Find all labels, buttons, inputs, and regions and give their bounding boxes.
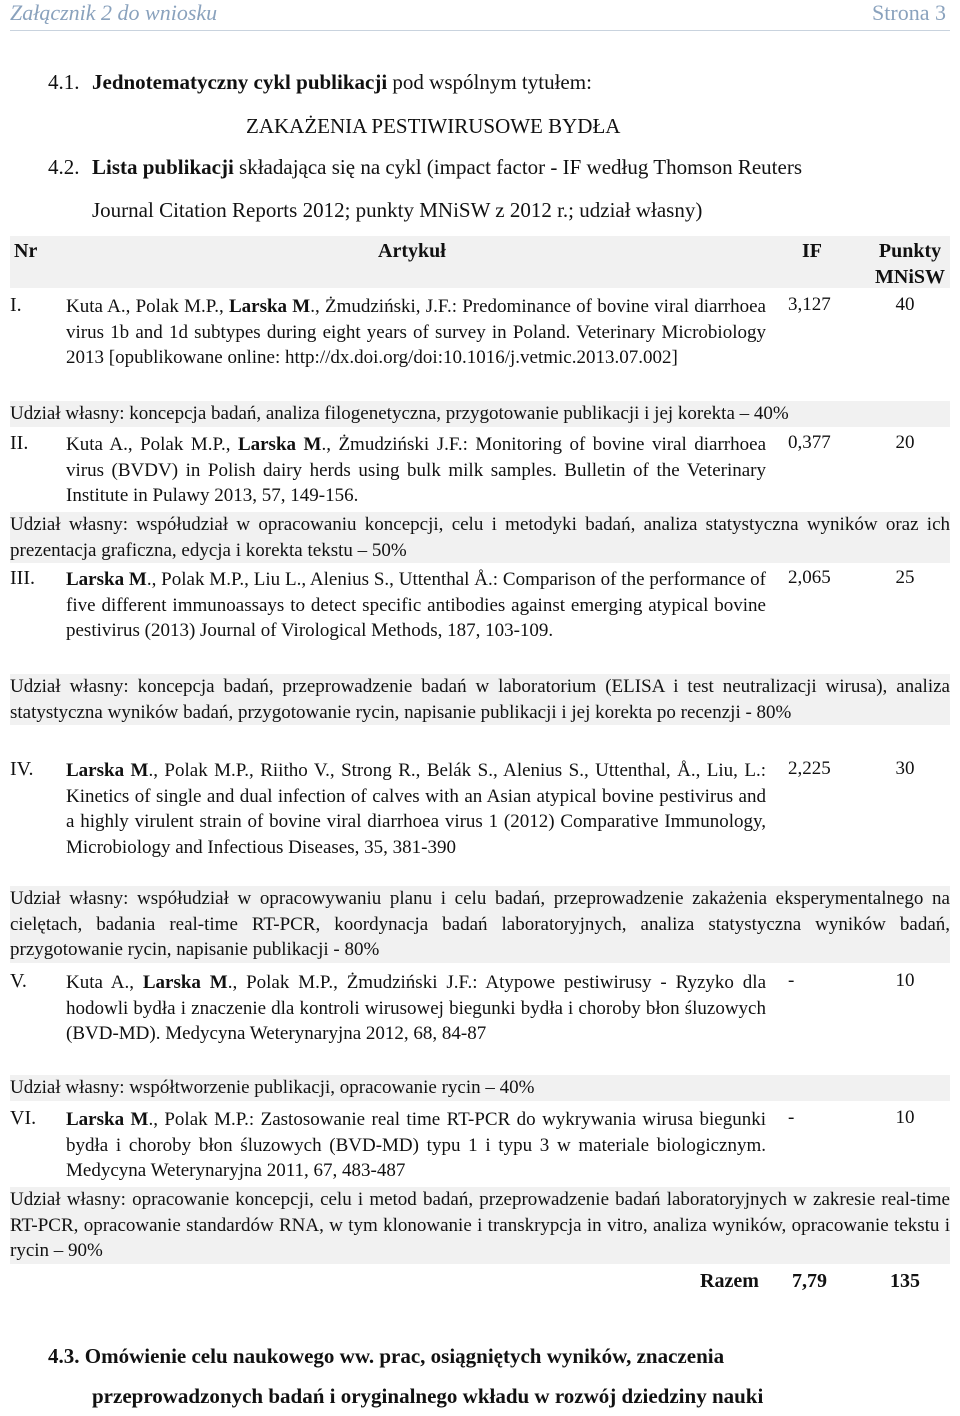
mnisw-points: 30 [895, 758, 915, 779]
mnisw-points: 20 [895, 432, 915, 453]
impact-factor: 0,377 [788, 432, 831, 453]
own-contribution: Udział własny: opracowanie koncepcji, celu i metod badań, przeprowadzenie badań laboratoryjnych w zakresie real-time RT-PCR, opracowanie standardów RNA, w tym klonowanie i transkrypcja in vitro, analiza wyników, opracowanie tekstu i rycin – 90% [10, 1187, 950, 1264]
impact-factor: 2,225 [788, 758, 831, 779]
mnisw-points: 25 [895, 567, 915, 588]
author-highlight: Larska M [237, 434, 322, 455]
col-points-line1: Punkty [878, 240, 942, 262]
authors-after: ., Polak M.P., Żmudziński J.F.: [227, 972, 486, 993]
section-number: 4.2. [48, 155, 80, 179]
impact-factor: - [788, 1107, 795, 1128]
authors-before: Kuta A., Polak M.P., [66, 296, 229, 317]
article-text: Comparison of the performance of five different immunoassays to detect specific antibodies against emerging atypical bovine pestivirus (2013) Journal of Virological Methods, 187, 103-109. [66, 569, 767, 642]
section-text: pod wspólnym tytułem: [387, 70, 592, 94]
article-citation [66, 970, 766, 1047]
author-highlight: Larska M [142, 972, 228, 993]
article-text: Atypowe pestiwirusy - Ryzyko dla hodowli bydła i znaczenie dla kontroli wirusowej biegunki bydła i choroby błon śluzowych (BVD-MD). Medycyna Weterynaryjna 2012, 68, 84-87 [66, 972, 767, 1045]
section-4-2-line2: Journal Citation Reports 2012; punkty MNiSW z 2012 r.; udział własny) [92, 198, 703, 222]
article-citation [66, 432, 766, 509]
own-contribution: Udział własny: koncepcja badań, przeprowadzenie badań w laboratorium (ELISA i test neutralizacji wirusa), analiza statystyczna wyników badań, przygotowanie rycin, napisanie publikacji i jej korekta po recenzji - 80% [10, 674, 950, 725]
col-if: IF [802, 240, 822, 262]
author-highlight: Larska M [66, 760, 149, 781]
section-number: 4.1. [48, 70, 80, 94]
authors-after: ., Żmudziński J.F.: [321, 434, 476, 455]
table-header [10, 236, 950, 288]
authors-after: ., Polak M.P.: [148, 1109, 261, 1130]
authors-before: Kuta A., Polak M.P., [66, 434, 238, 455]
author-highlight: Larska M [66, 1109, 149, 1130]
own-contribution: Udział własny: współudział w opracowaniu koncepcji, celu i metodyki badań, analiza statystyczna wyników oraz ich prezentacja graficzna, edycja i korekta tekstu – 50% [10, 512, 950, 563]
col-nr: Nr [14, 240, 38, 262]
section-4-1 [48, 70, 948, 94]
row-number: VI. [10, 1107, 37, 1129]
article-text: Kinetics of single and dual infection of calves with an Asian atypical bovine pestivirus and a highly virulent strain of bovine viral diarrhoea virus 1 (2012) Comparative Immunology, Microbiology and Infectious Diseases, 35, 381-390 [66, 785, 766, 858]
authors-after: ., Polak M.P., Liu L., Alenius S., Uttenthal Å.: [146, 569, 503, 590]
authors-after: ., Żmudziński, J.F.: [310, 296, 463, 317]
article-citation [66, 567, 766, 644]
article-text: Predominance of bovine viral diarrhoea virus 1b and 1d subtypes during eight years of survey in Poland. Veterinary Microbiology 2013 [opublikowane online: http://dx.doi.org/doi:10.1016/j.vetmic.2013.07.002] [66, 296, 766, 369]
section-4-3 [48, 1336, 942, 1376]
article-citation [66, 758, 766, 860]
mnisw-points: 10 [895, 970, 915, 991]
impact-factor: - [788, 970, 795, 991]
row-number: II. [10, 432, 29, 454]
mnisw-points: 40 [895, 294, 915, 315]
col-article: Artykuł [378, 240, 446, 262]
header-title: Załącznik 2 do wniosku [10, 0, 218, 25]
page-header [0, 0, 960, 34]
row-number: I. [10, 294, 22, 316]
authors-after: ., Polak M.P., Riitho V., Strong R., Belák S., Alenius S., Uttenthal, Å., Liu, L.: [148, 760, 767, 781]
cycle-title: ZAKAŻENIA PESTIWIRUSOWE BYDŁA [246, 114, 621, 138]
own-contribution: Udział własny: współudział w opracowywaniu planu i celu badań, przeprowadzenie zakażenia eksperymentalnego na cielętach, badania real-time RT-PCR, koordynacja badań laboratoryjnych, analiza statystyczna wyników badań, przygotowanie rycin, napisanie publikacji - 80% [10, 886, 950, 963]
section-4-3-line2: przeprowadzonych badań i oryginalnego wkładu w rozwój dziedziny nauki [92, 1384, 764, 1408]
row-number: III. [10, 567, 35, 589]
own-contribution: Udział własny: współtworzenie publikacji, opracowanie rycin – 40% [10, 1075, 950, 1101]
mnisw-points: 10 [895, 1107, 915, 1128]
author-highlight: Larska M [66, 569, 147, 590]
article-text: Monitoring of bovine viral diarrhoea virus (BVDV) in Polish dairy herds using bulk milk samples. Bulletin of the Veterinary Institute in Pulawy 2013, 57, 149-156. [66, 434, 767, 507]
impact-factor: 3,127 [788, 294, 831, 315]
total-label: Razem [700, 1270, 759, 1292]
author-highlight: Larska M [228, 296, 311, 317]
section-bold: Jednotematyczny cykl publikacji [92, 70, 388, 94]
total-points: 135 [890, 1270, 920, 1292]
col-points-line2: MNiSW [875, 266, 945, 288]
header-rule [10, 30, 950, 31]
row-number: IV. [10, 758, 34, 780]
total-if: 7,79 [792, 1270, 827, 1292]
impact-factor: 2,065 [788, 567, 831, 588]
authors-before: Kuta A., [66, 972, 143, 993]
col-points [870, 238, 950, 290]
article-citation [66, 294, 766, 371]
section-bold: Lista publikacji [92, 155, 234, 179]
section-4-2 [48, 155, 948, 179]
section-text: składająca się na cykl (impact factor - IF według Thomson Reuters [233, 155, 802, 179]
page-number: Strona 3 [872, 0, 946, 25]
section-4-3-line1: Omówienie celu naukowego ww. prac, osiągniętych wyników, znaczenia [84, 1344, 725, 1368]
article-text: Zastosowanie real time RT-PCR do wykrywania wirusa biegunki bydła i choroby błon śluzowych (BVD-MD) typu 1 i typu 3 w materiale biologicznym. Medycyna Weterynaryjna 2011, 67, 483-487 [66, 1109, 766, 1182]
section-number: 4.3. [48, 1344, 80, 1368]
own-contribution: Udział własny: koncepcja badań, analiza filogenetyczna, przygotowanie publikacji i jej korekta – 40% [10, 401, 950, 427]
article-citation [66, 1107, 766, 1184]
row-number: V. [10, 970, 27, 992]
